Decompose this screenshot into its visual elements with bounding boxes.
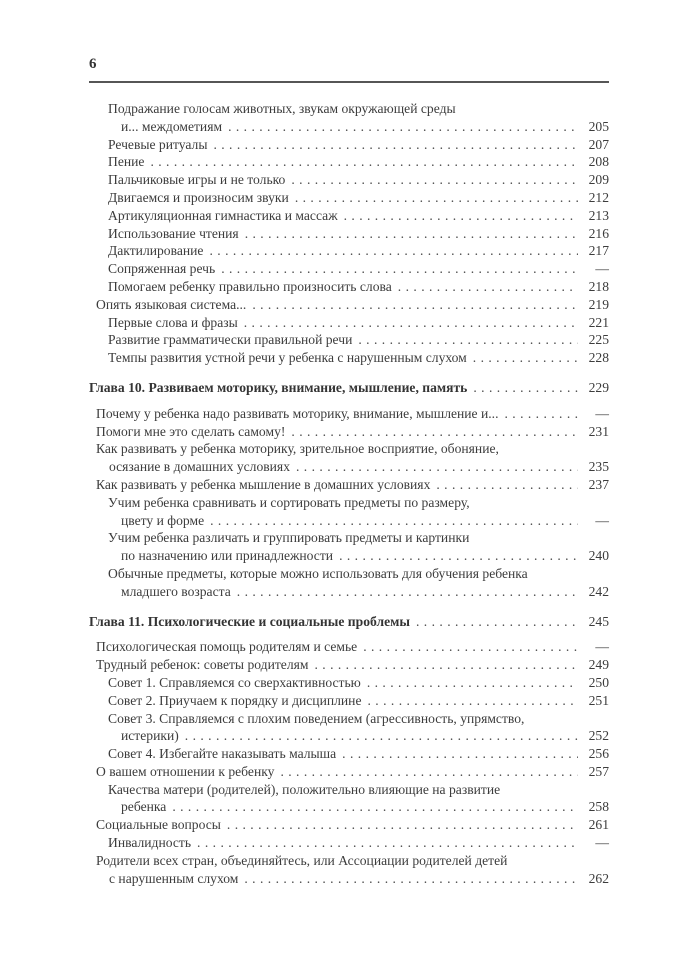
toc-leader-dots xyxy=(280,763,578,781)
toc-entry-page: — xyxy=(595,639,609,655)
toc-entry xyxy=(89,118,609,136)
toc-entry-label: Как развивать у ребенка моторику, зрительное восприятие, обоняние, xyxy=(96,441,499,457)
toc-entry xyxy=(89,529,609,547)
toc-entry xyxy=(89,314,609,332)
toc-leader-dots xyxy=(252,296,578,314)
toc-entry xyxy=(89,638,609,656)
toc-entry xyxy=(89,207,609,225)
toc-entry xyxy=(89,260,609,278)
toc-entry-page: 221 xyxy=(588,314,609,330)
toc-entry-page: 212 xyxy=(588,189,609,205)
toc-leader-dots xyxy=(291,171,578,189)
toc-entry xyxy=(89,745,609,763)
toc-entry-label: Артикуляционная гимнастика и массаж xyxy=(108,207,338,223)
toc-entry xyxy=(89,349,609,367)
toc-entry xyxy=(89,379,609,397)
toc-entry-page: 258 xyxy=(588,799,609,815)
toc-entry-page: 245 xyxy=(588,613,609,629)
toc-leader-dots xyxy=(358,331,578,349)
toc-entry-label: О вашем отношении к ребенку xyxy=(96,763,275,779)
toc-entry-label: по назначению или принадлежности xyxy=(121,548,334,564)
toc-entry xyxy=(89,278,609,296)
toc-entry-page: 250 xyxy=(588,674,609,690)
toc-entry-page: 213 xyxy=(588,207,609,223)
toc-entry xyxy=(89,870,609,888)
page-number: 6 xyxy=(89,56,97,72)
toc-entry xyxy=(89,692,609,710)
toc-entry xyxy=(89,405,609,423)
toc-entry xyxy=(89,763,609,781)
toc-entry xyxy=(89,781,609,799)
toc-entry xyxy=(89,710,609,728)
toc-leader-dots xyxy=(363,638,578,656)
toc-entry-page: 240 xyxy=(588,548,609,564)
toc-entry xyxy=(89,613,609,631)
toc-leader-dots xyxy=(473,379,578,397)
toc-leader-dots xyxy=(172,798,578,816)
toc-leader-dots xyxy=(416,613,578,631)
toc-leader-dots xyxy=(209,242,578,260)
toc-entry-page: 207 xyxy=(588,136,609,152)
toc-entry-page: 251 xyxy=(588,692,609,708)
toc-entry xyxy=(89,225,609,243)
toc-entry xyxy=(89,512,609,530)
toc-entry-label: Опять языковая система... xyxy=(96,296,247,312)
toc-entry-label: Использование чтения xyxy=(108,225,239,241)
toc-entry-label: Пальчиковые игры и не только xyxy=(108,172,286,188)
toc-entry xyxy=(89,296,609,314)
toc-entry-page: 228 xyxy=(588,350,609,366)
toc-entry-page: 257 xyxy=(588,763,609,779)
header-rule xyxy=(89,81,609,83)
toc-entry-page: 218 xyxy=(588,278,609,294)
toc-leader-dots xyxy=(339,547,578,565)
toc-entry-label: Подражание голосам животных, звукам окружающей среды xyxy=(108,101,456,116)
toc-entry-label: Помогаем ребенку правильно произносить слова xyxy=(108,278,392,294)
toc-entry-page: 229 xyxy=(588,379,609,395)
toc-entry xyxy=(89,189,609,207)
toc-list xyxy=(89,100,609,887)
toc-entry-label: Инвалидность xyxy=(108,835,192,851)
toc-entry xyxy=(89,583,609,601)
toc-entry-label: Совет 4. Избегайте наказывать малыша xyxy=(108,746,337,762)
toc-entry-page: — xyxy=(595,261,609,277)
toc-entry-label: Глава 10. Развиваем моторику, внимание, мышление, память xyxy=(89,379,468,395)
toc-entry xyxy=(89,171,609,189)
toc-entry-label: Обычные предметы, которые можно использовать для обучения ребенка xyxy=(108,565,528,581)
toc-entry-page: 216 xyxy=(588,225,609,241)
toc-entry-label: Почему у ребенка надо развивать моторику, внимание, мышление и... xyxy=(96,405,499,421)
toc-entry xyxy=(89,440,609,458)
toc-entry-label: Дактилирование xyxy=(108,243,204,259)
toc-entry xyxy=(89,547,609,565)
toc-entry-page: 237 xyxy=(588,476,609,492)
toc-entry-label: Психологическая помощь родителям и семье xyxy=(96,639,358,655)
toc-leader-dots xyxy=(398,278,578,296)
toc-entry-label: Глава 11. Психологические и социальные проблемы xyxy=(89,613,410,629)
toc-entry-label: Сопряженная речь xyxy=(108,261,216,277)
toc-entry xyxy=(89,153,609,171)
toc-entry-page: 217 xyxy=(588,243,609,259)
toc-entry-page: — xyxy=(595,405,609,421)
toc-entry-page: 209 xyxy=(588,172,609,188)
toc-leader-dots xyxy=(473,349,578,367)
toc-leader-dots xyxy=(185,727,578,745)
toc-entry-page: 231 xyxy=(588,423,609,439)
toc-leader-dots xyxy=(237,583,578,601)
toc-entry-page: 261 xyxy=(588,817,609,833)
toc-entry-page: — xyxy=(595,512,609,528)
toc-leader-dots xyxy=(228,118,578,136)
toc-entry-page: 252 xyxy=(588,728,609,744)
toc-entry-label: с нарушенным слухом xyxy=(109,870,239,886)
toc-entry xyxy=(89,136,609,154)
toc-entry xyxy=(89,834,609,852)
toc-leader-dots xyxy=(150,153,578,171)
toc-entry xyxy=(89,476,609,494)
toc-entry-label: Учим ребенка сравнивать и сортировать предметы по размеру, xyxy=(108,494,470,510)
toc-leader-dots xyxy=(210,512,578,530)
toc-entry xyxy=(89,423,609,441)
toc-leader-dots xyxy=(197,834,578,852)
toc-entry-page: 205 xyxy=(588,118,609,134)
toc-leader-dots xyxy=(504,405,578,423)
toc-entry-label: истерики) xyxy=(121,728,179,744)
toc-entry-label: Речевые ритуалы xyxy=(108,136,208,152)
toc-entry-page: — xyxy=(595,835,609,851)
toc-entry xyxy=(89,100,609,118)
toc-entry-page: 208 xyxy=(588,154,609,170)
toc-entry-label: Трудный ребенок: советы родителям xyxy=(96,657,309,673)
toc-entry-label: и... междометиям xyxy=(121,118,223,134)
toc-entry xyxy=(89,565,609,583)
toc-leader-dots xyxy=(213,136,578,154)
toc-leader-dots xyxy=(245,225,578,243)
toc-entry-page: 249 xyxy=(588,657,609,673)
toc-leader-dots xyxy=(244,870,578,888)
toc-entry-page: 242 xyxy=(588,583,609,599)
toc-entry-label: Пение xyxy=(108,154,145,170)
toc-entry-label: Учим ребенка различать и группировать предметы и картинки xyxy=(108,530,470,546)
toc-leader-dots xyxy=(314,656,578,674)
toc-entry-label: Первые слова и фразы xyxy=(108,314,238,330)
toc-leader-dots xyxy=(436,476,578,494)
toc-entry-label: Родители всех стран, объединяйтесь, или Ассоциации родителей детей xyxy=(96,852,508,868)
toc-entry xyxy=(89,798,609,816)
toc-entry xyxy=(89,674,609,692)
toc-leader-dots xyxy=(344,207,578,225)
toc-leader-dots xyxy=(295,189,578,207)
toc-entry-page: 219 xyxy=(588,296,609,312)
toc-entry xyxy=(89,494,609,512)
toc-entry xyxy=(89,727,609,745)
toc-leader-dots xyxy=(367,674,578,692)
toc-entry-page: 256 xyxy=(588,746,609,762)
toc-entry xyxy=(89,656,609,674)
toc-entry-page: 262 xyxy=(588,870,609,886)
toc-entry-label: Совет 3. Справляемся с плохим поведением (агрессивность, упрямство, xyxy=(108,710,525,726)
toc-entry-label: ребенка xyxy=(121,799,167,815)
toc-entry-label: Развитие грамматически правильной речи xyxy=(108,332,353,348)
page-header xyxy=(89,57,609,83)
toc-entry-label: Двигаемся и произносим звуки xyxy=(108,189,289,205)
toc-entry xyxy=(89,852,609,870)
toc-entry-label: Совет 1. Справляемся со сверхактивностью xyxy=(108,674,361,690)
toc-entry-page: 225 xyxy=(588,332,609,348)
toc-leader-dots xyxy=(296,458,578,476)
toc-leader-dots xyxy=(244,314,578,332)
toc-entry-label: цвету и форме xyxy=(121,512,205,528)
toc-entry-label: Помоги мне это сделать самому! xyxy=(96,423,286,439)
toc-entry xyxy=(89,458,609,476)
toc-entry-label: Темпы развития устной речи у ребенка с нарушенным слухом xyxy=(108,350,467,366)
toc-entry-label: младшего возраста xyxy=(121,583,231,599)
toc-leader-dots xyxy=(221,260,578,278)
toc-entry xyxy=(89,816,609,834)
toc-leader-dots xyxy=(227,816,578,834)
toc-entry-page: 235 xyxy=(588,459,609,475)
toc-entry xyxy=(89,242,609,260)
toc-entry-label: Как развивать у ребенка мышление в домашних условиях xyxy=(96,476,431,492)
toc-entry-label: Совет 2. Приучаем к порядку и дисциплине xyxy=(108,692,362,708)
toc-entry-label: Социальные вопросы xyxy=(96,817,221,833)
toc-entry xyxy=(89,331,609,349)
toc-leader-dots xyxy=(342,745,578,763)
toc-entry-label: осязание в домашних условиях xyxy=(109,459,290,475)
toc-entry-label: Качества матери (родителей), положительно влияющие на развитие xyxy=(108,781,501,797)
toc-leader-dots xyxy=(291,423,578,441)
toc-leader-dots xyxy=(368,692,579,710)
